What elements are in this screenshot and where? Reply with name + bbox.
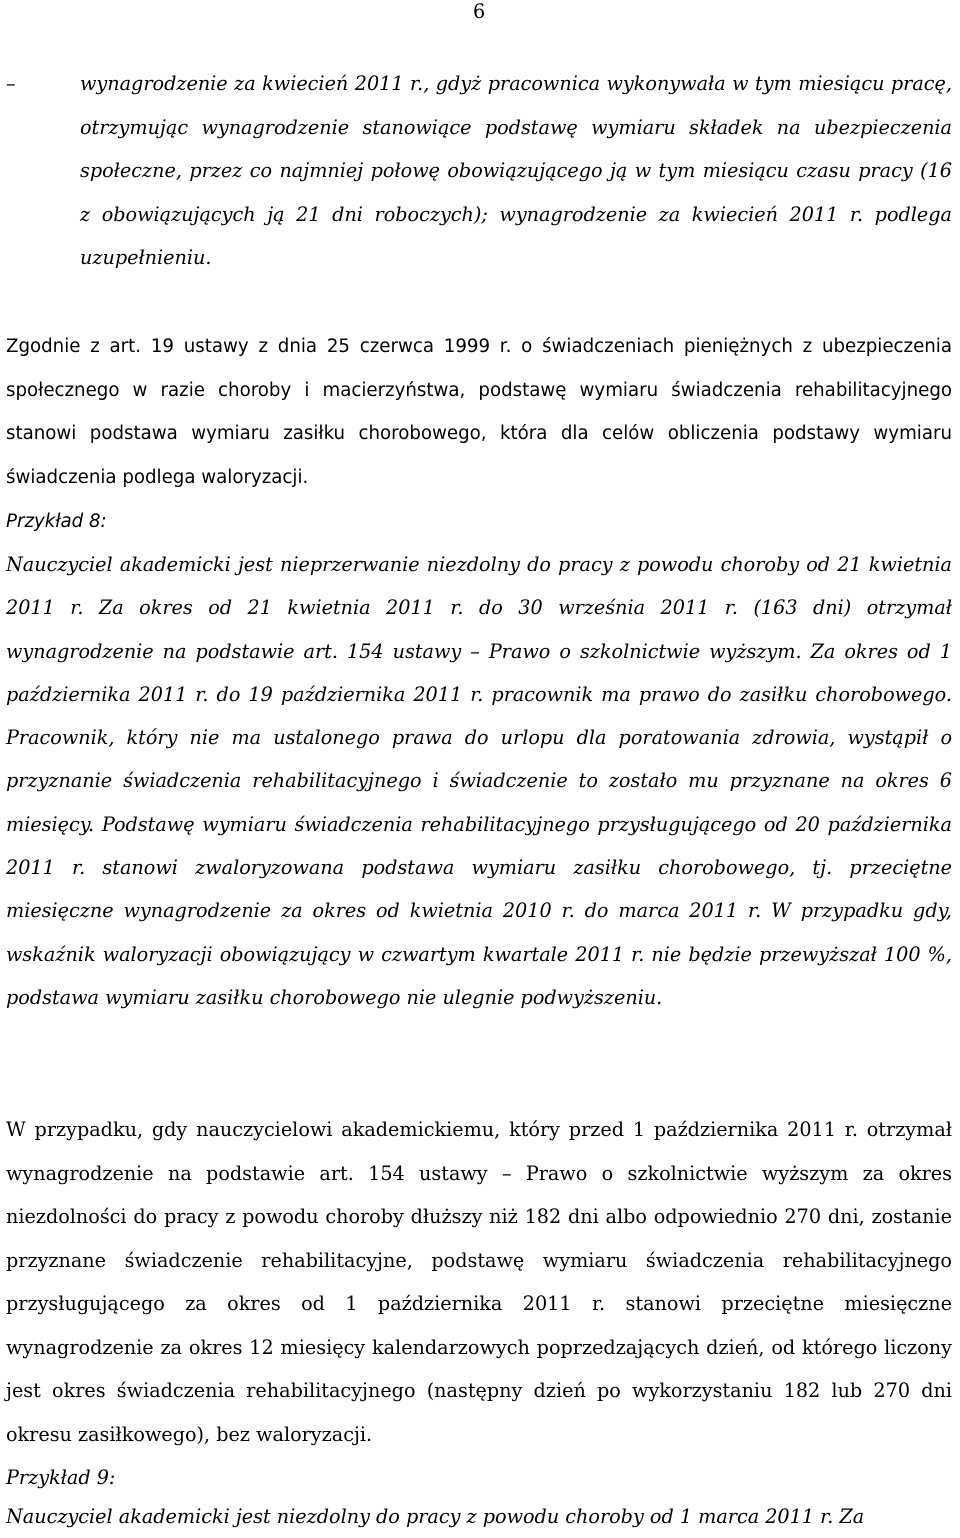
example-8-title: Przykład 8: <box>6 511 107 532</box>
page-number: 6 <box>473 0 486 23</box>
paragraph-zgodnie: Zgodnie z art. 19 ustawy z dnia 25 czerwca 1999 r. o świadczeniach pieniężnych z ubezpieczenia społecznego w razie choroby i macierzyństwa, podstawę wymiaru świadczenia rehabilitacyjnego stanowi podstawa wymiaru zasiłku chorobowego, która dla celów obliczenia podstawy wymiaru świadczenia podlega waloryzacji. <box>6 336 952 488</box>
bullet-dash: – <box>6 72 16 95</box>
bullet-text: wynagrodzenie za kwiecień 2011 r., gdyż pracownica wykonywała w tym miesiącu pracę, otrzymując wynagrodzenie stanowiące podstawę wymiaru składek na ubezpieczenia społeczne, przez co najmniej połowę obowiązującego ją w tym miesiącu czasu pracy (16 z obowiązujących ją 21 dni roboczych); wynagrodzenie za kwiecień 2011 r. podlega uzupełnieniu. <box>80 72 952 270</box>
bullet-item <box>6 62 952 280</box>
example-9-title: Przykład 9: <box>6 1466 116 1489</box>
example-9-body: Nauczyciel akademicki jest niezdolny do pracy z powodu choroby od 1 marca 2011 r. Za <box>6 1505 865 1528</box>
paragraph-w-przypadku: W przypadku, gdy nauczycielowi akademickiemu, który przed 1 października 2011 r. otrzymał wynagrodzenie na podstawie art. 154 ustawy – Prawo o szkolnictwie wyższym za okres niezdolności do pracy z powodu choroby dłuższy niż 182 dni albo odpowiednio 270 dni, zostanie przyznane świadczenie rehabilitacyjne, podstawę wymiaru świadczenia rehabilitacyjnego przysługującego za okres od 1 października 2011 r. stanowi przeciętne miesięczne wynagrodzenie za okres 12 miesięcy kalendarzowych poprzedzających dzień, od którego liczony jest okres świadczenia rehabilitacyjnego (następny dzień po wykorzystaniu 182 lub 270 dni okresu zasiłkowego), bez waloryzacji. <box>6 1118 952 1446</box>
example-8-body: Nauczyciel akademicki jest nieprzerwanie niezdolny do pracy z powodu choroby od 21 kwietnia 2011 r. Za okres od 21 kwietnia 2011 r. do 30 września 2011 r. (163 dni) otrzymał wynagrodzenie na podstawie art. 154 ustawy – Prawo o szkolnictwie wyższym. Za okres od 1 października 2011 r. do 19 października 2011 r. pracownik ma prawo do zasiłku chorobowego. Pracownik, który nie ma ustalonego prawa do urlopu dla poratowania zdrowia, wystąpił o przyznanie świadczenia rehabilitacyjnego i świadczenie to zostało mu przyznane na okres 6 miesięcy. Podstawę wymiaru świadczenia rehabilitacyjnego przysługującego od 20 października 2011 r. stanowi zwaloryzowana podstawa wymiaru zasiłku chorobowego, tj. przeciętne miesięczne wynagrodzenie za okres od kwietnia 2010 r. do marca 2011 r. W przypadku gdy, wskaźnik waloryzacji obowiązujący w czwartym kwartale 2011 r. nie będzie przewyższał 100 %, podstawa wymiaru zasiłku chorobowego nie ulegnie podwyższeniu. <box>6 553 952 1009</box>
